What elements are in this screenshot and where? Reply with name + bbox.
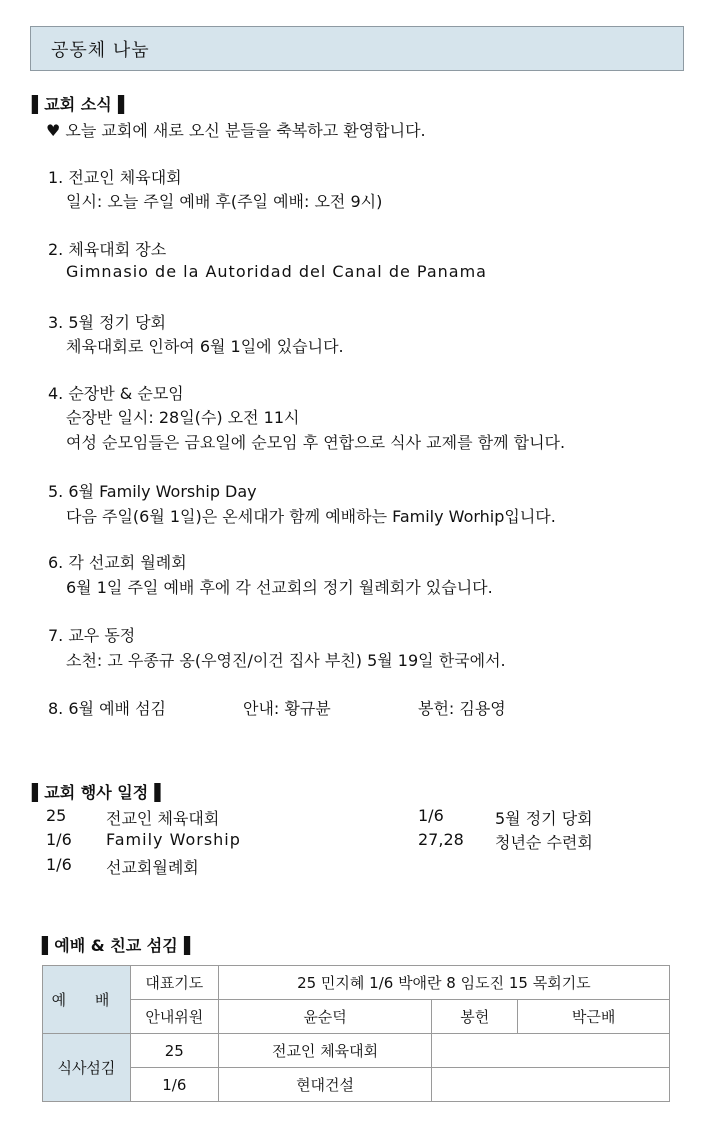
news-item-line: 다음 주일(6월 1일)은 온세대가 함께 예배하는 Family Worhip입니다.	[66, 507, 556, 526]
news-item-title: 8. 6월 예배 섬김	[48, 699, 166, 718]
meal-name: 전교인 체육대회	[218, 1034, 432, 1068]
meal-date: 25	[130, 1034, 218, 1068]
rep-prayer-label: 대표기도	[130, 966, 218, 1000]
page-header	[30, 26, 684, 71]
event-name: 5월 정기 당회	[495, 809, 593, 828]
news-item-title: 2. 체육대회 장소	[48, 240, 167, 259]
usher-label: 안내위원	[130, 1000, 218, 1034]
news-item-line: 여성 순모임들은 금요일에 순모임 후 연합으로 식사 교제를 함께 합니다.	[66, 433, 566, 452]
news-item-title: 1. 전교인 체육대회	[48, 168, 182, 187]
page-title: 공동체 나눔	[51, 39, 150, 61]
news-item-line: 소천: 고 우종규 옹(우영진/이건 집사 부친) 5월 19일 한국에서.	[66, 651, 506, 670]
meal-label: 식사섬김	[43, 1034, 131, 1102]
news-item-line: 체육대회로 인하여 6월 1일에 있습니다.	[66, 337, 344, 356]
event-date: 1/6	[46, 830, 72, 849]
news-item-title: 6. 각 선교회 월례회	[48, 553, 187, 572]
empty-cell	[432, 1068, 670, 1102]
news-item-title: 7. 교우 동정	[48, 626, 136, 645]
event-date: 1/6	[46, 855, 72, 874]
service-heading: ▌예배 & 친교 섬김▐	[42, 936, 191, 955]
event-date: 1/6	[418, 806, 444, 825]
event-name: 전교인 체육대회	[106, 809, 220, 828]
event-date: 25	[46, 806, 67, 825]
table-row	[43, 1068, 670, 1102]
offering-label: 봉헌	[432, 1000, 518, 1034]
offering-assignment: 봉헌: 김용영	[418, 699, 506, 718]
service-table	[42, 965, 670, 1102]
meal-name: 현대건설	[218, 1068, 432, 1102]
event-name: Family Worship	[106, 830, 241, 849]
news-item-line: 순장반 일시: 28일(수) 오전 11시	[66, 408, 300, 427]
news-heading: ▌교회 소식▐	[32, 95, 125, 114]
news-item-line: 6월 1일 주일 예배 후에 각 선교회의 정기 월례회가 있습니다.	[66, 578, 493, 597]
news-item-title: 4. 순장반 & 순모임	[48, 384, 184, 403]
welcome-text: ♥ 오늘 교회에 새로 오신 분들을 축복하고 환영합니다.	[46, 121, 426, 140]
worship-label: 예 배	[43, 966, 131, 1034]
offering-value: 박근배	[518, 1000, 670, 1034]
table-row	[43, 1034, 670, 1068]
rep-prayer-value: 25 민지혜 1/6 박애란 8 임도진 15 목회기도	[218, 966, 669, 1000]
guide-assignment: 안내: 황규뷴	[243, 699, 331, 718]
news-item-title: 5. 6월 Family Worship Day	[48, 482, 257, 501]
event-name: 선교회월례회	[106, 858, 199, 877]
events-heading: ▌교회 행사 일정▐	[32, 783, 161, 802]
meal-date: 1/6	[130, 1068, 218, 1102]
usher-value: 윤순덕	[218, 1000, 432, 1034]
table-row	[43, 966, 670, 1000]
event-date: 27,28	[418, 830, 464, 849]
table-row	[43, 1000, 670, 1034]
event-name: 청년순 수련회	[495, 833, 593, 852]
empty-cell	[432, 1034, 670, 1068]
news-item-title: 3. 5월 정기 당회	[48, 313, 166, 332]
news-item-line: Gimnasio de la Autoridad del Canal de Panama	[66, 262, 487, 281]
news-item-line: 일시: 오늘 주일 예배 후(주일 예배: 오전 9시)	[66, 192, 383, 211]
